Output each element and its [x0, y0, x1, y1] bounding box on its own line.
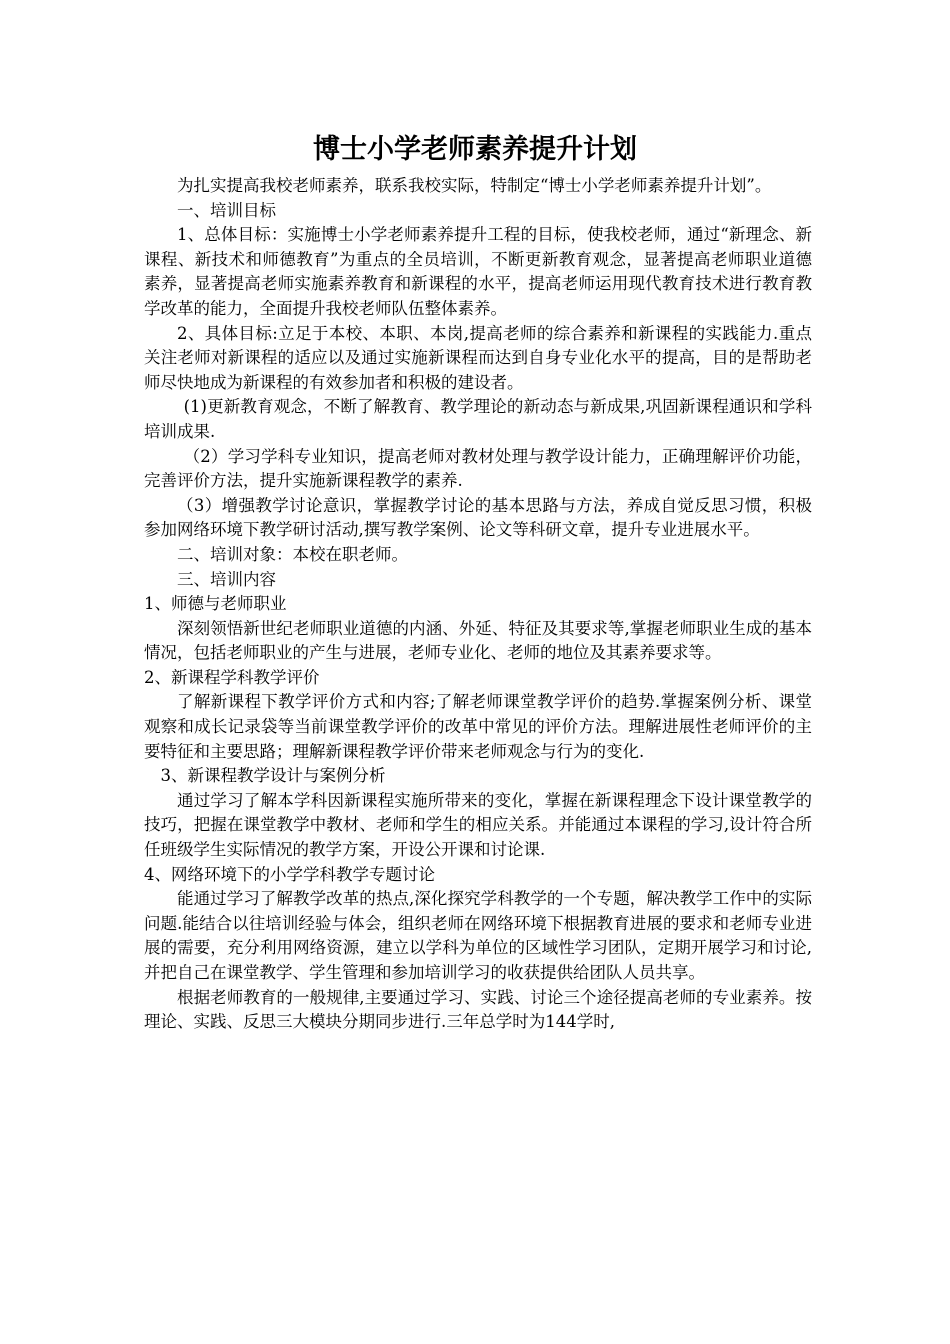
evaluation-paragraph: 了解新课程下教学评价方式和内容;了解老师课堂教学评价的趋势.掌握案例分析、课堂观察和成长记录袋等当前课堂教学评价的改革中常见的评价方法。理解进展性老师评价的主要特征和主要思路；理解新课程教学评价带来老师观念与行为的变化. — [144, 692, 812, 761]
goal-item-1: (1)更新教育观念，不断了解教育、教学理论的新动态与新成果,巩固新课程通识和学科培训成果. — [144, 397, 812, 441]
section-heading-targets: 二、培训对象：本校在职老师。 — [177, 544, 408, 564]
section-heading-content: 三、培训内容 — [177, 569, 276, 589]
section-heading-goals: 一、培训目标 — [177, 200, 276, 220]
ethics-paragraph: 深刻领悟新世纪老师职业道德的内涵、外延、特征及其要求等,掌握老师职业生成的基本情况，包括老师职业的产生与进展，老师专业化、老师的地位及其素养要求等。 — [144, 618, 812, 663]
subheading-evaluation: 2、新课程学科教学评价 — [144, 667, 320, 687]
overall-goal-paragraph: 1、总体目标：实施博士小学老师素养提升工程的目标，使我校老师，通过“新理念、新课程、新技术和师德教育”为重点的全员培训，不断更新教育观念，显著提高老师职业道德素养，显著提高老师实施素养教育和新课程的水平，提高老师运用现代教育技术进行教育教学改革的能力，全面提升我校老师队伍整体素养。 — [144, 225, 812, 318]
document-body — [144, 174, 812, 1035]
goal-item-3: （3）增强教学讨论意识，掌握教学讨论的基本思路与方法，养成自觉反思习惯，积极参加网络环境下教学研讨活动,撰写教学案例、论文等科研文章，提升专业进展水平。 — [144, 495, 812, 540]
document-title: 博士小学老师素养提升计划 — [313, 134, 637, 165]
closing-paragraph: 根据老师教育的一般规律,主要通过学习、实践、讨论三个途径提高老师的专业素养。按理论、实践、反思三大模块分期同步进行.三年总学时为144学时, — [144, 987, 812, 1032]
subheading-design: 3、新课程教学设计与案例分析 — [160, 766, 386, 786]
network-paragraph: 能通过学习了解教学改革的热点,深化探究学科教学的一个专题，解决教学工作中的实际问题.能结合以往培训经验与体会，组织老师在网络环境下根据教育进展的要求和老师专业进展的需要，充分利用网络资源，建立以学科为单位的区域性学习团队，定期开展学习和讨论,并把自己在课堂教学、学生管理和参加培训学习的收获提供给团队人员共享。 — [144, 889, 812, 982]
goal-item-2: （2）学习学科专业知识，提高老师对教材处理与教学设计能力，正确理解评价功能，完善评价方法，提升实施新课程教学的素养. — [144, 446, 812, 491]
subheading-ethics: 1、师德与老师职业 — [144, 594, 287, 614]
intro-paragraph: 为扎实提高我校老师素养，联系我校实际，特制定“博士小学老师素养提升计划”。 — [177, 176, 772, 195]
subheading-network: 4、网络环境下的小学学科教学专题讨论 — [144, 864, 435, 884]
design-paragraph: 通过学习了解本学科因新课程实施所带来的变化，掌握在新课程理念下设计课堂教学的技巧，把握在课堂教学中教材、老师和学生的相应关系。并能通过本课程的学习,设计符合所任班级学生实际情况的教学方案，开设公开课和讨论课. — [144, 790, 812, 860]
specific-goal-paragraph: 2、具体目标:立足于本校、本职、本岗,提高老师的综合素养和新课程的实践能力.重点关注老师对新课程的适应以及通过实施新课程而达到自身专业化水平的提高，目的是帮助老师尽快地成为新课程的有效参加者和积极的建设者。 — [144, 323, 812, 392]
